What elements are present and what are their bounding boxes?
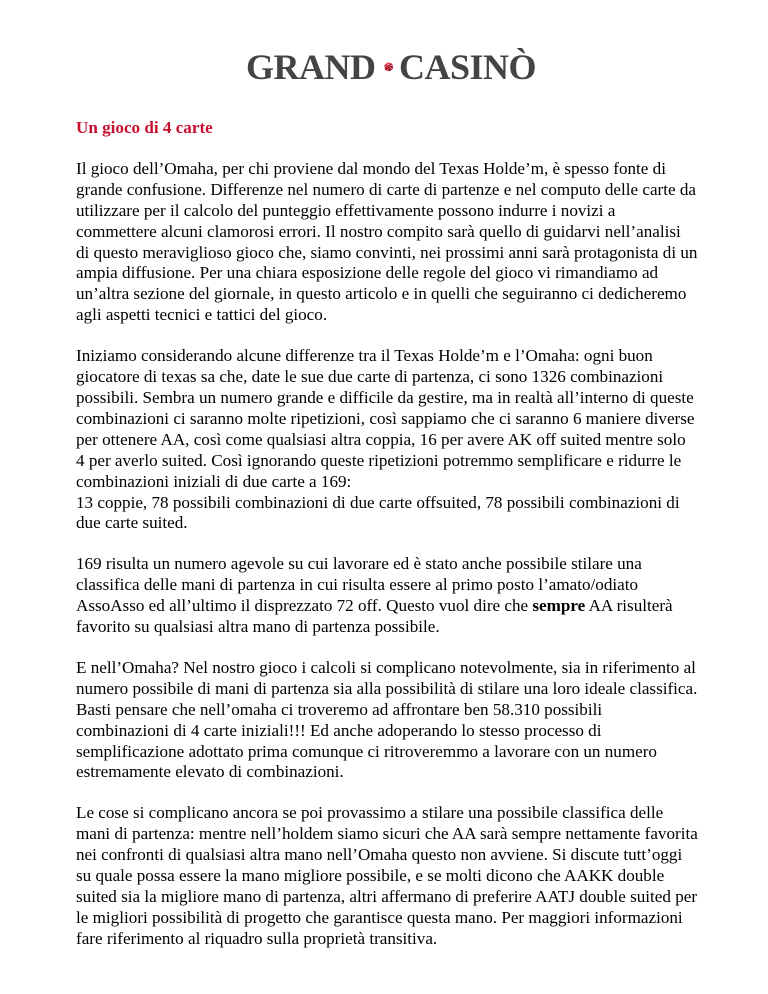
article-title: Un gioco di 4 carte: [76, 118, 213, 137]
paragraph-intro: Il gioco dell’Omaha, per chi proviene dal mondo del Texas Holde’m, è spesso fonte di grande confusione. Differenze nel numero di carte di partenze e nel computo delle carte da utilizzare per il calcolo del punteggio effettivamente possono indurre i novizi a commettere alcuni clamorosi errori. Il nostro compito sarà quello di guidarvi nell’analisi di questo meraviglioso gioco che, siamo convinti, nei prossimi anni sarà protagonista di un ampia diffusione. Per una chiara esposizione delle regole del gioco vi rimandiamo ad un’altra sezione del giornale, in questo articolo e in quelli che seguiranno ci dedicheremo agli aspetti tecnici e tattici del gioco.: [76, 158, 698, 325]
paragraph-omaha-combinations: E nell’Omaha? Nel nostro gioco i calcoli si complicano notevolmente, sia in riferimento al numero possibile di mani di partenza sia alla possibilità di stilare una loro ideale classifica. Basti pensare che nell’omaha ci troveremo ad affrontare ben 58.310 possibili combinazioni di 4 carte iniziali!!! Ed anche adoperando lo stesso processo di semplificazione adottato prima comunque ci ritroveremmo a lavorare con un numero estremamente elevato di combinazioni.: [76, 657, 698, 782]
logo-text-left: GRAND: [246, 47, 376, 87]
dice-icon: [382, 47, 395, 87]
paragraph-starting-hands-ranking: [76, 554, 698, 638]
paragraph-holdem-combinations-text: Iniziamo considerando alcune differenze tra il Texas Holde’m e l’Omaha: ogni buon giocatore di texas sa che, date le sue due carte di partenza, ci sono 1326 combinazioni possibili. Sembra un numero grande e difficile da gestire, ma in realtà all’interno di queste combinazioni ci saranno molte ripetizioni, così sappiamo che ci saranno 6 maniere diverse per ottenere AA, così come qualsiasi altra coppia, 16 per avere AK off suited mentre solo 4 per averlo suited. Così ignorando queste ripetizioni potremmo semplificare e ridurre le combinazioni iniziali di due carte a 169:: [76, 346, 695, 491]
ranking-emphasis: sempre: [532, 596, 586, 616]
paragraph-omaha-ranking: Le cose si complicano ancora se poi provassimo a stilare una possibile classifica delle mani di partenza: mentre nell’holdem siamo sicuri che AA sarà sempre nettamente favorita nei confronti di qualsiasi altra mano nell’Omaha questo non avviene. Si discute tutt’oggi su quale possa essere la mano migliore possibile, e se molti dicono che AAKK double suited sia la migliore mano di partenza, altri affermano di preferire AATJ double suited per le migliori possibilità di progetto che garantisce questa mano. Per maggiori informazioni fare riferimento al riquadro sulla proprietà transitiva.: [76, 803, 698, 948]
paragraph-holdem-combinations: [76, 346, 698, 534]
logo-text-right: CASINÒ: [398, 47, 536, 87]
ranking-text-after: AA risulterà favorito su qualsiasi altra mano di partenza possibile.: [76, 596, 673, 637]
article-body: [76, 118, 698, 970]
ranking-text-before: 169 risulta un numero agevole su cui lavorare ed è stato anche possibile stilare una classifica delle mani di partenza in cui risulta essere al primo posto l’amato/odiato AssoAsso ed all’ultimo il disprezzato 72 off. Questo vuol dire che: [76, 554, 642, 616]
grand-casino-logo: [246, 42, 536, 92]
paragraph-holdem-combinations-breakdown: 13 coppie, 78 possibili combinazioni di due carte offsuited, 78 possibili combinazioni di due carte suited.: [76, 492, 680, 533]
